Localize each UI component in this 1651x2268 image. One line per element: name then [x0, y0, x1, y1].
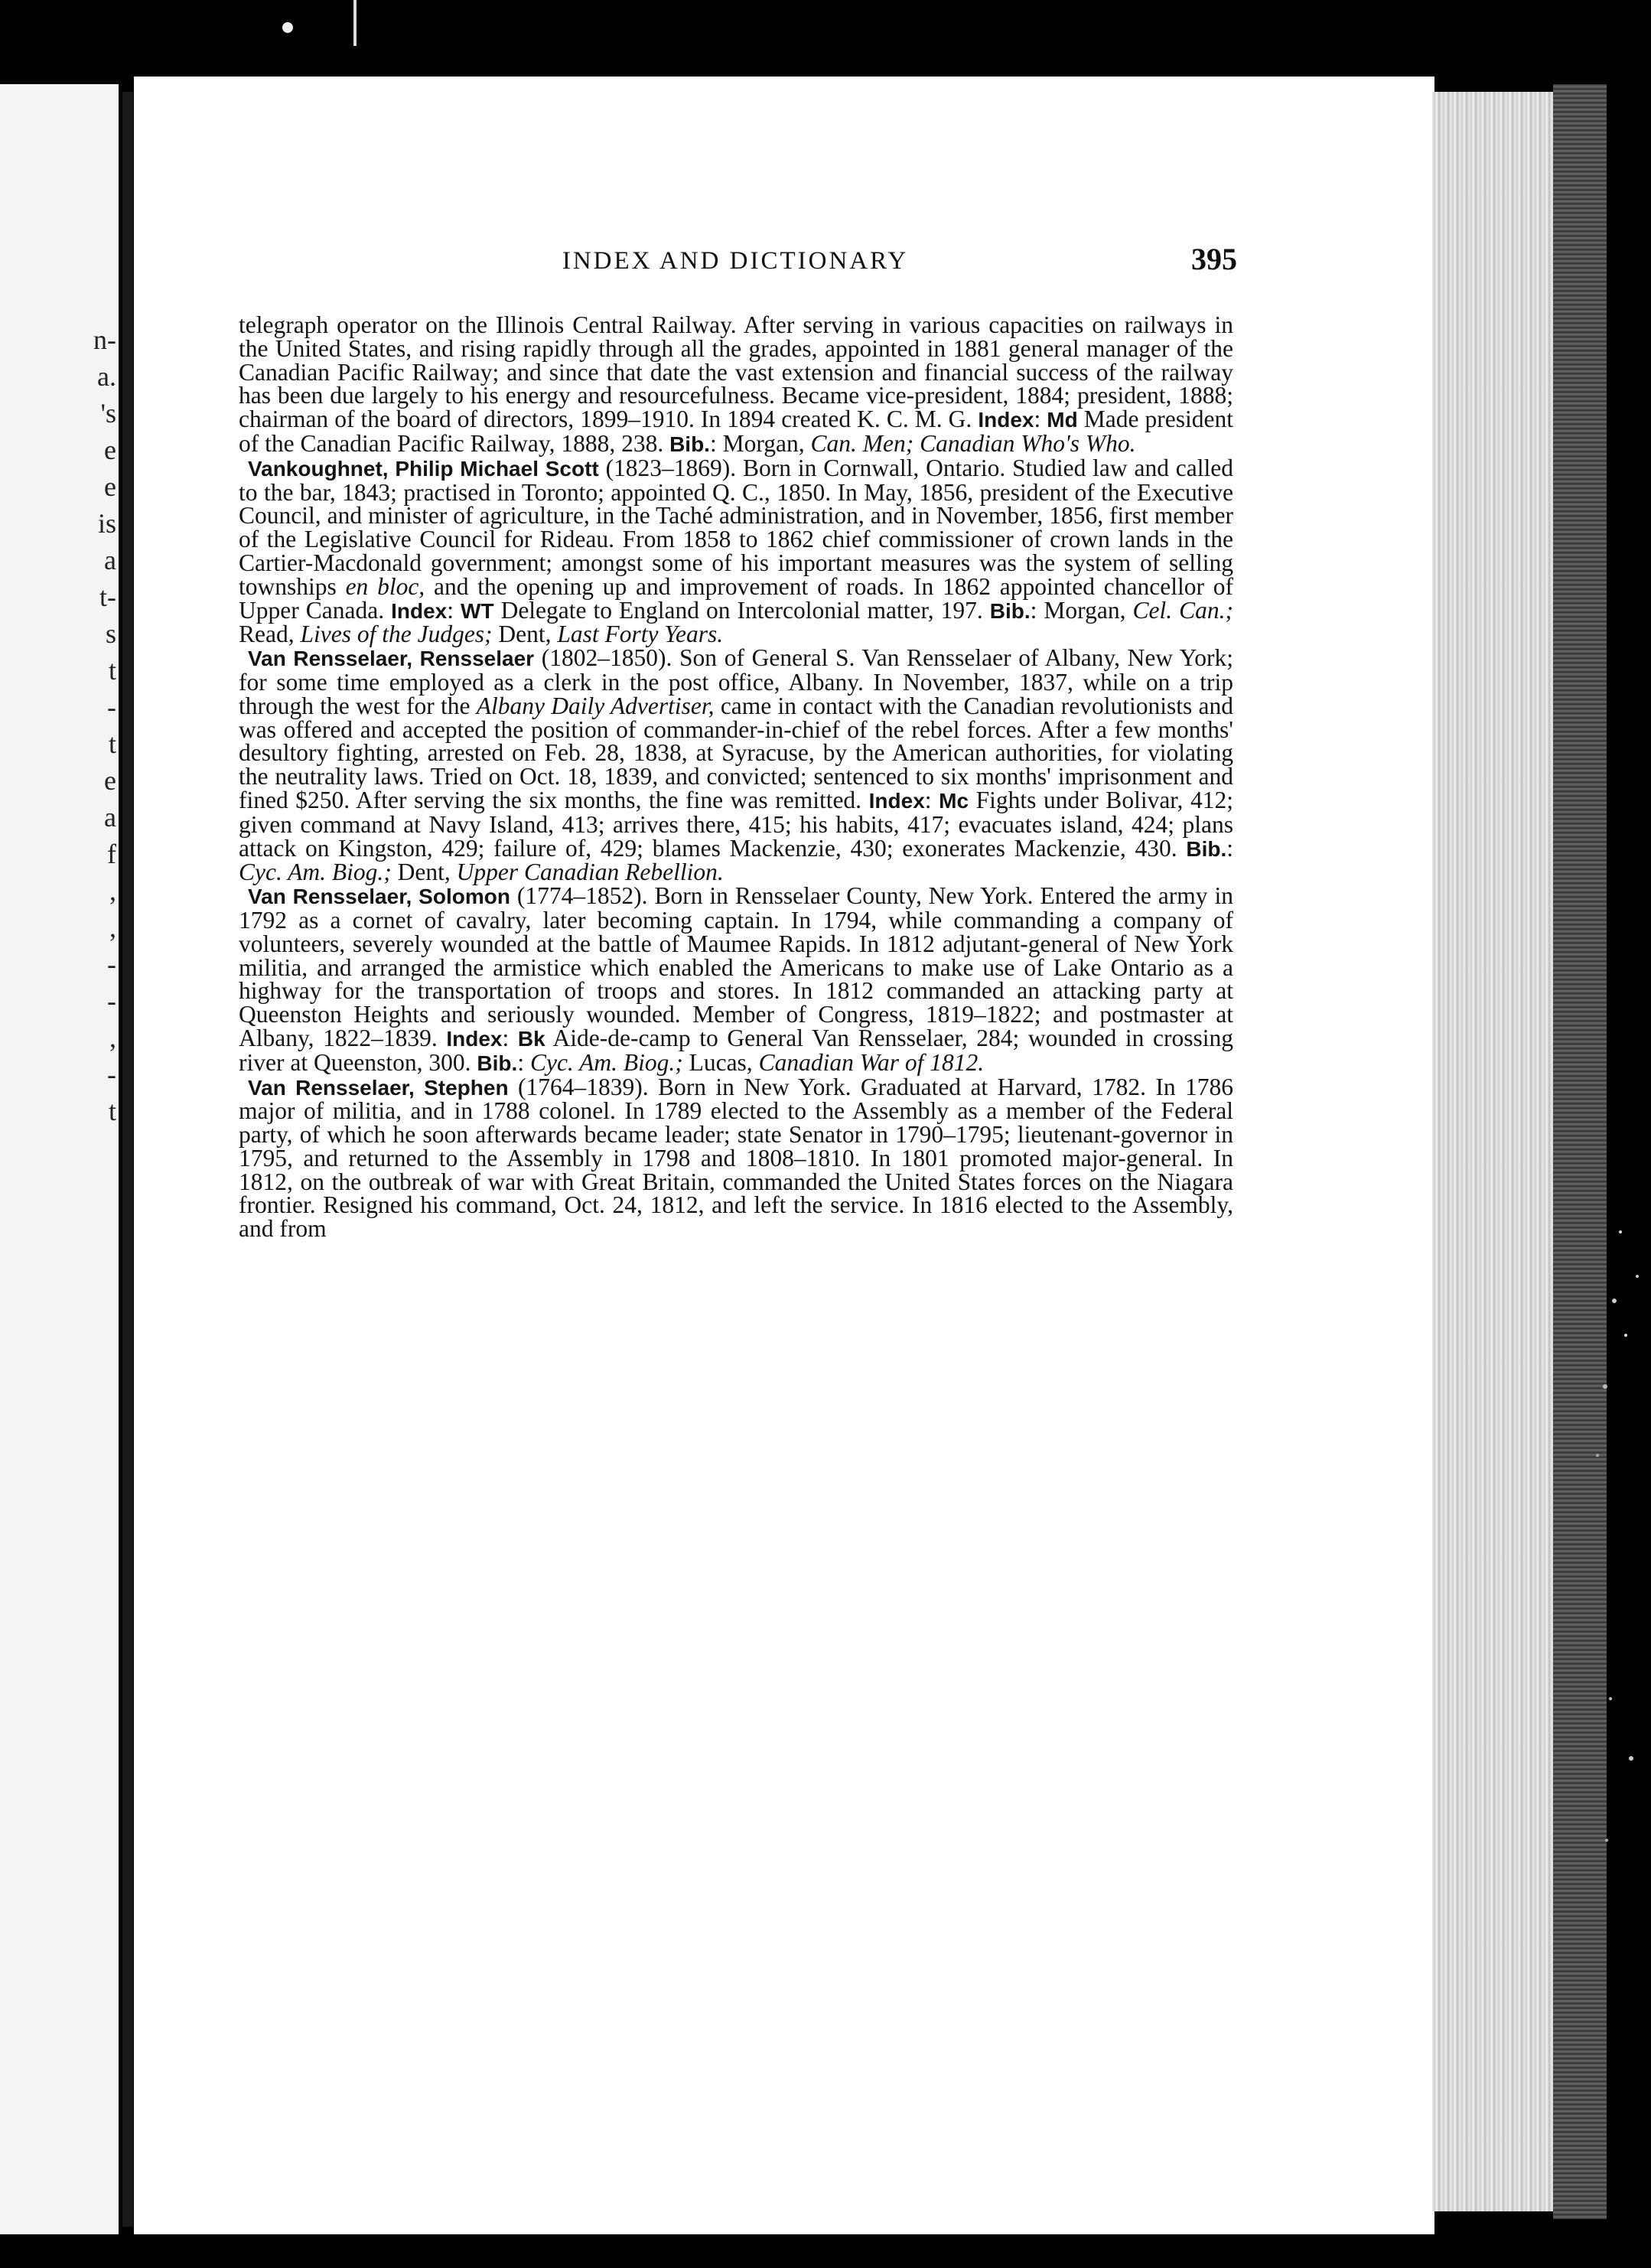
entry-italic-text: Cel. Can.; [1132, 596, 1233, 624]
entry-label: Bib. [989, 598, 1031, 623]
entry-text: : [502, 1024, 518, 1051]
facing-page-fragment: , [109, 875, 116, 906]
facing-page-fragment: t- [99, 582, 116, 612]
entry-text: Fights under Bolivar, 412; given command at Navy Island, 413; arrives there, 415; his habits, 417; evacuates island, 424; plans attack on Kingston, 429; failure of, 429; blames Mackenzie, 430; exonerates Mackenzie, 430. [239, 786, 1233, 862]
facing-page-fragment: 's [100, 398, 116, 429]
entry-text: : [1226, 834, 1233, 862]
entry-italic-text: Albany Daily Advertiser, [476, 692, 715, 719]
entry-label: WT [461, 598, 494, 623]
book-gutter [122, 92, 133, 2227]
entry-text: Delegate to England on Intercolonial matter, 197. [493, 596, 990, 624]
entry-text: : Morgan, [1030, 596, 1133, 624]
facing-page-fragment: t [108, 728, 116, 759]
entry-text: Read, [239, 621, 301, 648]
entry-italic-text: Cyc. Am. Biog.; [529, 1048, 683, 1076]
entry-label: Bk [517, 1026, 545, 1051]
facing-page-fragment: e [104, 471, 116, 502]
entry-italic-text: Upper Canadian Rebellion. [456, 859, 724, 886]
entry-italic-text: Canadian War of 1812. [758, 1048, 985, 1076]
entry-label: Index [868, 788, 925, 813]
entry-text: (1774–1852). Born in Rensselaer County, New York. Entered the army in 1792 as a cornet of cavalry, later becoming captain. In 1794, while commanding a company of volunteers, severely wounded at the battle of Maumee Rapids. In 1812 adjutant-general of New York militia, and arranged the armistice which enabled the Americans to make use of Lake Ontario as a highway for the transportation of troops and stores. In 1812 commanded an attacking party at Queenston Heights and seriously wounded. Member of Congress, 1819–1822; and postmaster at Albany, 1822–1839. [239, 882, 1233, 1051]
facing-page-fragment: n- [93, 324, 116, 355]
facing-page-fragment: e [104, 435, 116, 465]
facing-page-fragment: t [108, 655, 116, 686]
facing-page-fragment: e [104, 765, 116, 796]
entry-text: Aide-de-camp to General Van Rensselaer, 284; wounded in crossing river at Queenston, 300. [239, 1024, 1233, 1076]
facing-page-fragment: - [107, 949, 116, 979]
facing-page-fragment: a [104, 545, 116, 575]
entry-label: Bib. [669, 432, 710, 456]
facing-page-fragment: is [97, 508, 116, 539]
entry-label: Md [1047, 408, 1078, 432]
entry-label: Index [978, 408, 1034, 432]
entry-label: Bib. [477, 1051, 518, 1075]
entry-italic-text: Can. Men; Canadian Who's Who. [810, 429, 1136, 457]
facing-page-fragment: , [109, 912, 116, 943]
entry-italic-text: en bloc, [345, 572, 425, 600]
facing-page-fragment: - [107, 986, 116, 1016]
dictionary-entry [239, 882, 1233, 1076]
entry-label: Index [446, 1026, 503, 1051]
book-cover-edge [1553, 84, 1607, 2219]
entry-text: (1823–1869). Born in Cornwall, Ontario. Studied law and called to the bar, 1843; practised in Toronto; appointed Q. C., 1850. In May, 1856, president of the Executive Council, and minister of agriculture, in the Taché administration, and in November, 1856, first member of the Legislative Council for Rideau. From 1858 to 1862 chief commissioner of crown lands in the Cartier-Macdonald government; amongst some of his important measures was the system of selling townships [239, 454, 1233, 600]
entry-text: : [1034, 406, 1047, 433]
facing-page-fragment: , [109, 1022, 116, 1053]
entry-text: Lucas, [682, 1048, 759, 1076]
entry-text: (1764–1839). Born in New York. Graduated at Harvard, 1782. In 1786 major of militia, and in 1788 colonel. In 1789 elected to the Assembly as a member of the Federal party, of which he soon afterwards became leader; state Senator in 1790–1795; lieutenant-governor in 1795, and returned to the Assembly in 1798 and 1808–1810. In 1801 promoted major-general. In 1812, on the outbreak of war with Great Britain, commanded the United States forces on the Niagara frontier. Resigned his command, Oct. 24, 1812, and left the service. In 1816 elected to the Assembly, and from [239, 1073, 1233, 1243]
entry-text: Dent, [492, 621, 558, 648]
page-header [233, 241, 1237, 287]
entry-text: came in contact with the Canadian revolutionists and was offered and accepted the position of commander-in-chief of the rebel forces. After a few months' desultory fighting, arrested on Feb. 28, 1838, at Syracuse, by the American authorities, for violating the neutrality laws. Tried on Oct. 18, 1839, and convicted; sentenced to six months' imprisonment and fined $250. After serving the six months, the fine was remitted. [239, 692, 1233, 813]
entry-text: (1802–1850). Son of General S. Van Rensselaer of Albany, New York; for some time employed as a clerk in the post office, Albany. In November, 1837, while on a trip through the west for the [239, 644, 1234, 719]
facing-page-text-fragments [70, 321, 116, 1129]
entry-headword: Van Rensselaer, Rensselaer [248, 647, 535, 671]
dictionary-entries [239, 311, 1234, 1243]
dictionary-entry [239, 311, 1233, 457]
page-number: 395 [1191, 242, 1237, 276]
facing-page-fragment: t [108, 1096, 116, 1126]
entry-italic-text: Cyc. Am. Biog.; [239, 859, 392, 886]
facing-page-fragment: - [107, 1059, 116, 1090]
entry-text: : Morgan, [709, 429, 811, 457]
entry-text: : [924, 786, 939, 813]
entry-label: Index [391, 598, 448, 623]
entry-headword: Vankoughnet, Philip Michael Scott [248, 456, 599, 481]
book-page-edges [1432, 92, 1562, 2211]
entry-text: Dent, [391, 859, 457, 886]
entry-italic-text: Last Forty Years. [557, 621, 724, 648]
facing-page-fragment: a [104, 802, 116, 833]
entry-text: and the opening up and improvement of roads. In 1862 appointed chancellor of Upper Canada. [239, 572, 1233, 624]
entry-label: Mc [939, 788, 969, 813]
facing-page-fragment: f [107, 839, 116, 869]
entry-text: : [517, 1048, 530, 1076]
facing-page-fragment: - [107, 692, 116, 722]
running-head: INDEX AND DICTIONARY [562, 247, 909, 275]
dictionary-entry [239, 454, 1233, 648]
entry-label: Bib. [1186, 836, 1227, 861]
entry-text: Made president of the Canadian Pacific Railway, 1888, 238. [239, 406, 1233, 457]
facing-page-fragment: s [105, 618, 116, 649]
dictionary-entry [239, 1073, 1233, 1243]
entry-headword: Van Rensselaer, Solomon [248, 885, 510, 909]
facing-page-fragment: a. [97, 361, 116, 392]
entry-headword: Van Rensselaer, Stephen [248, 1075, 509, 1100]
dictionary-entry [239, 644, 1234, 886]
entry-italic-text: Lives of the Judges; [300, 621, 493, 648]
entry-text: : [447, 596, 461, 624]
entry-text: telegraph operator on the Illinois Central Railway. After serving in various capacities on railways in the United States, and rising rapidly through all the grades, appointed in 1881 general manager of the Canadian Pacific Railway; and since that date the vast extension and financial success of the railway has been due largely to his energy and resourcefulness. Became vice-president, 1884; president, 1888; chairman of the board of directors, 1899–1910. In 1894 created K. C. M. G. [239, 311, 1233, 433]
